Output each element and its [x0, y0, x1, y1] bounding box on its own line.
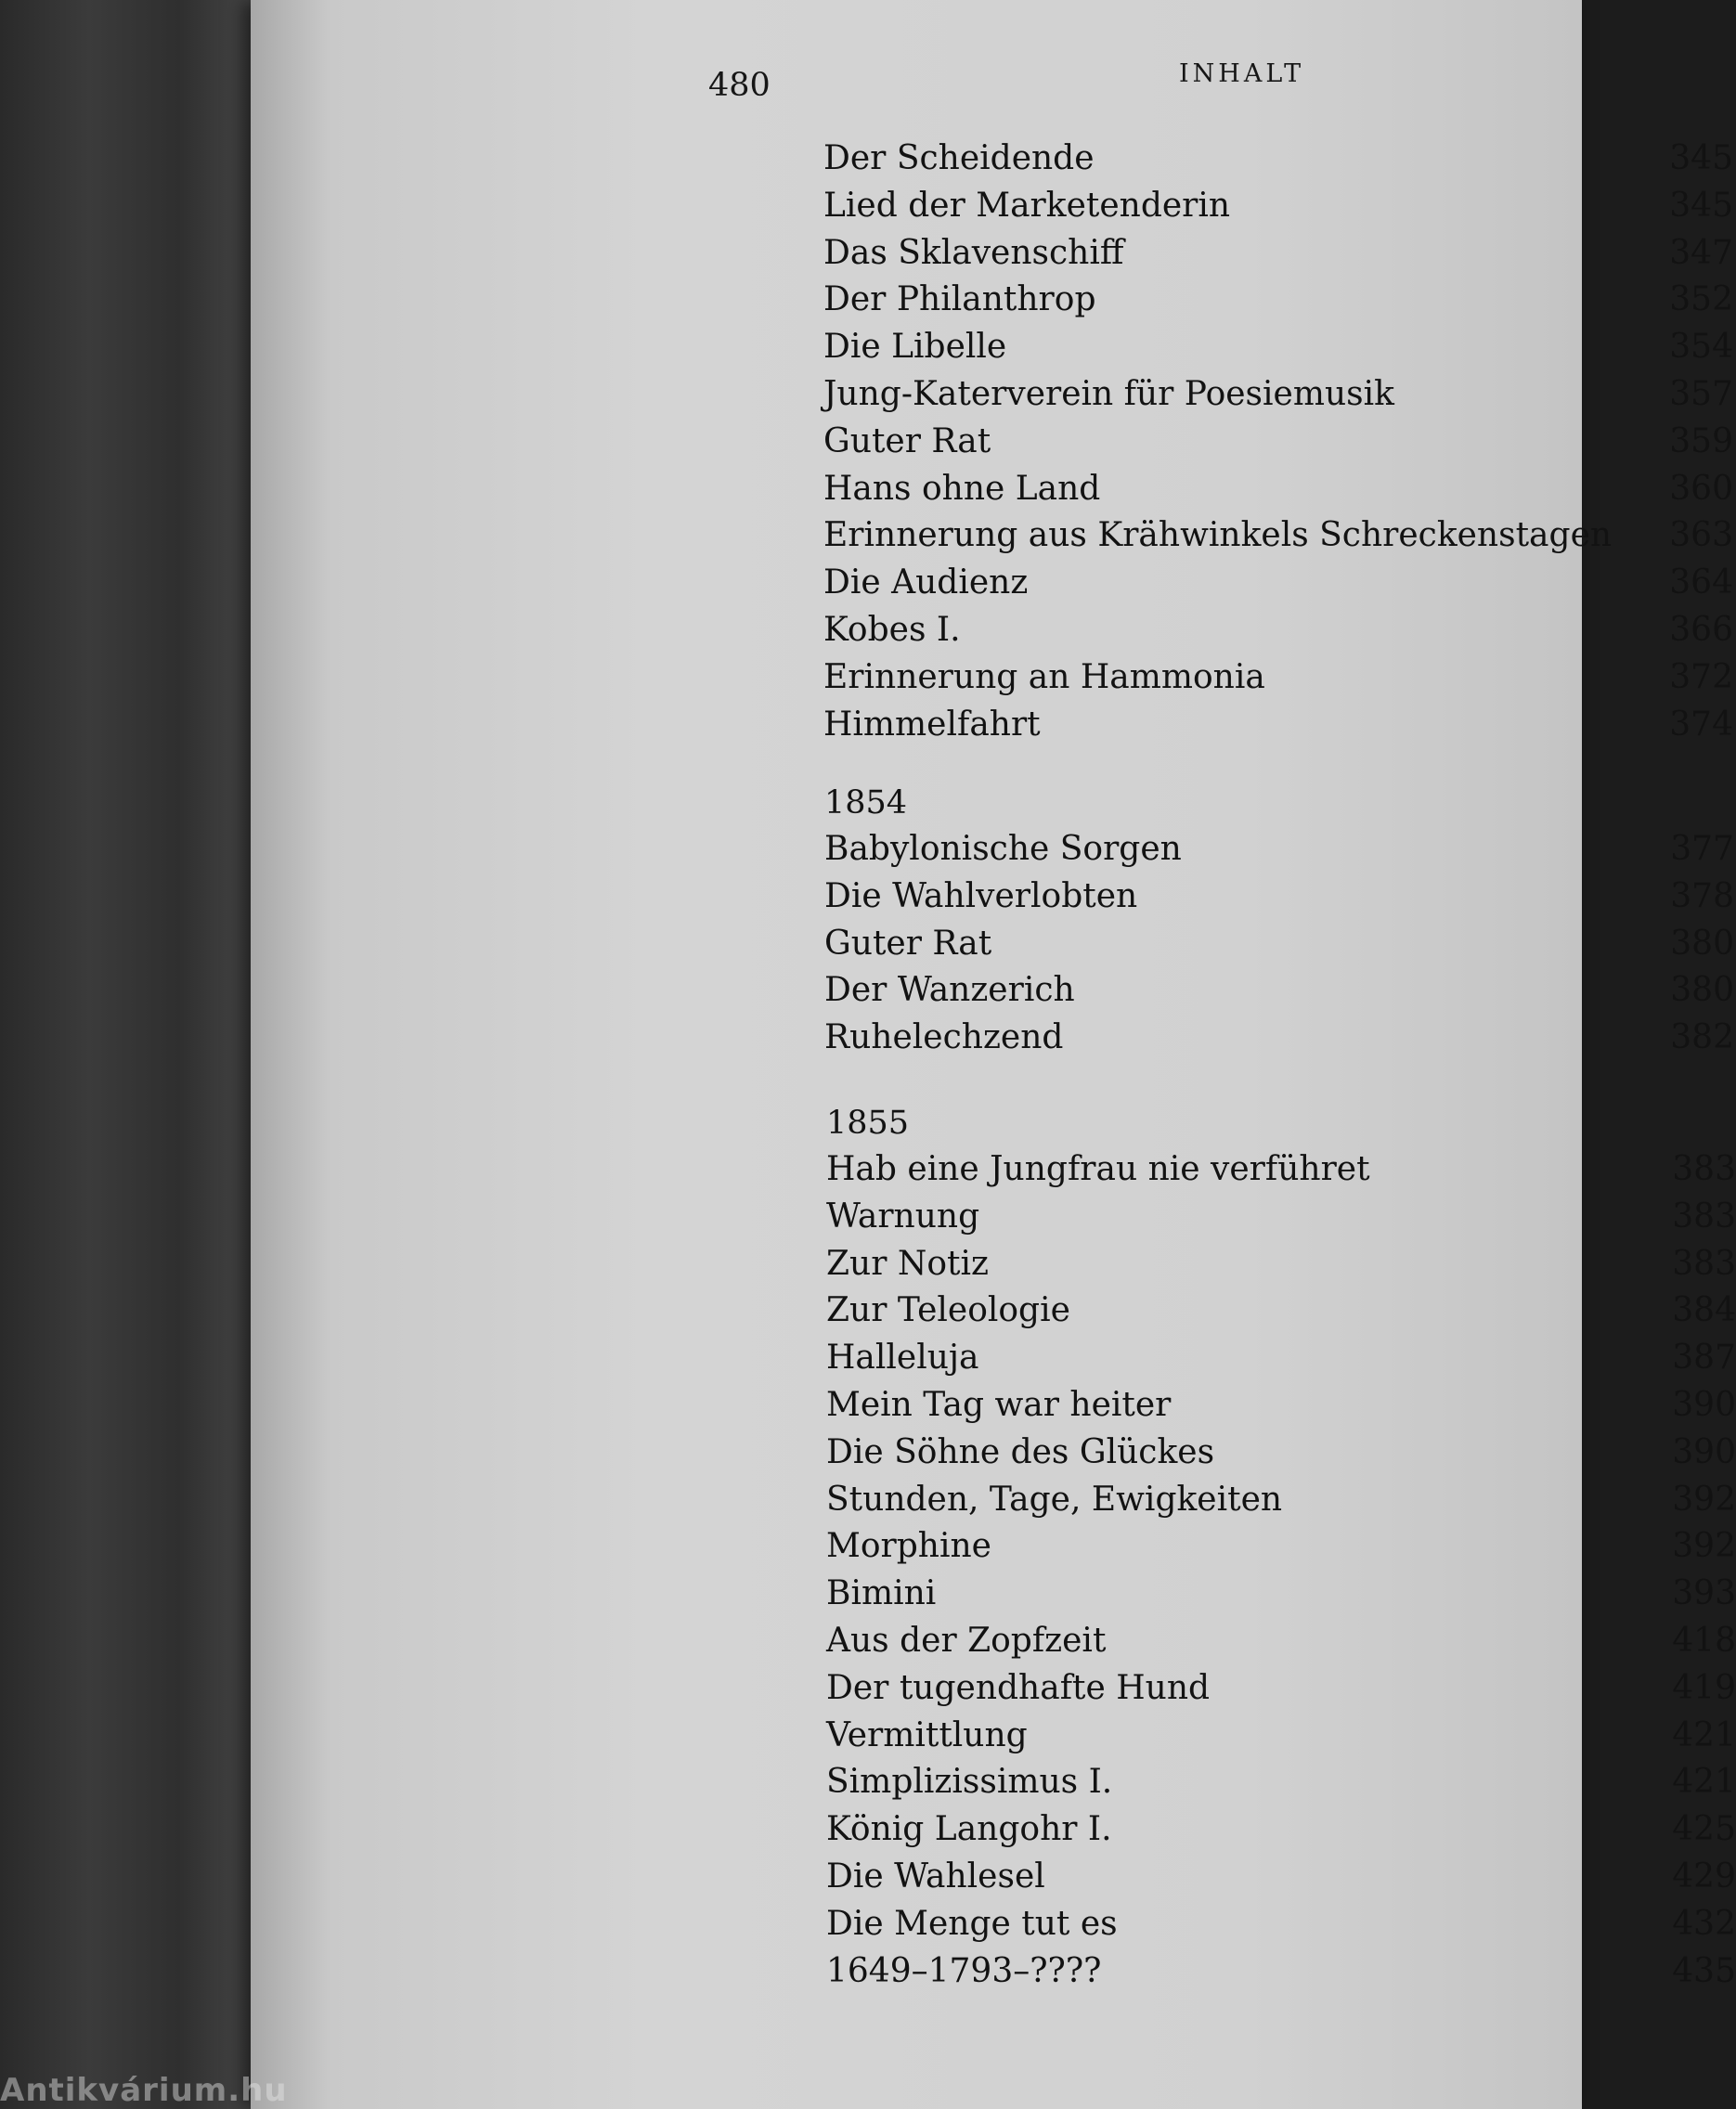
toc-entry-title: Mein Tag war heiter — [826, 1385, 1172, 1424]
toc-entry-page: 392 — [1672, 1527, 1736, 1566]
toc-entry-title: Vermittlung — [826, 1715, 1028, 1754]
toc-entry-title: Die Audienz — [823, 563, 1029, 602]
toc-entry — [826, 1241, 1736, 1288]
toc-entry-title: Hans ohne Land — [823, 469, 1101, 508]
toc-entry — [826, 1806, 1736, 1854]
toc-entry-page: 374 — [1669, 705, 1733, 744]
toc-entry-page: 380 — [1670, 924, 1734, 963]
toc-entry-page: 435 — [1672, 1951, 1736, 1990]
toc-entry — [823, 371, 1733, 419]
toc-entry-page: 366 — [1669, 610, 1733, 649]
toc-entry — [823, 419, 1733, 466]
toc-entry-title: Die Söhne des Glückes — [826, 1432, 1215, 1471]
toc-entry-title: Die Wahlverlobten — [824, 876, 1138, 915]
toc-entry — [823, 607, 1733, 654]
toc-entry-page: 357 — [1669, 374, 1733, 413]
toc-entry — [826, 1571, 1736, 1618]
toc-entry-title: Babylonische Sorgen — [824, 830, 1182, 868]
toc-entry — [826, 1523, 1736, 1571]
toc-entry-page: 383 — [1672, 1150, 1736, 1188]
toc-entry — [826, 1948, 1736, 1996]
book-spine-shadow — [0, 0, 255, 2109]
toc-entry-title: Zur Notiz — [826, 1244, 989, 1283]
toc-entry-title: 1649–1793–???? — [826, 1951, 1102, 1990]
toc-entry-page: 390 — [1672, 1432, 1736, 1471]
toc-entry-page: 360 — [1669, 469, 1733, 508]
toc-entry — [826, 1382, 1736, 1430]
toc-entry-page: 383 — [1672, 1244, 1736, 1283]
toc-entry — [826, 1901, 1736, 1948]
toc-entry — [826, 1854, 1736, 1901]
toc-entry-page: 421 — [1672, 1763, 1736, 1802]
toc-entry-page: 377 — [1670, 830, 1734, 868]
toc-entry-page: 378 — [1670, 876, 1734, 915]
toc-entry-title: Ruhelechzend — [824, 1018, 1064, 1057]
toc-entry — [826, 1477, 1736, 1524]
toc-entry-title: Lied der Marketenderin — [823, 186, 1231, 225]
toc-entry-title: Der tugendhafte Hund — [826, 1668, 1211, 1707]
toc-entry-title: Der Wanzerich — [824, 971, 1075, 1010]
toc-entry-page: 382 — [1670, 1018, 1734, 1057]
toc-entry-title: Halleluja — [826, 1339, 979, 1378]
toc-entry — [823, 324, 1733, 371]
toc-entry — [823, 702, 1733, 749]
toc-entry — [826, 1618, 1736, 1665]
toc-entry-page: 418 — [1672, 1621, 1736, 1660]
toc-entry-page: 383 — [1672, 1197, 1736, 1236]
toc-entry — [824, 1015, 1734, 1062]
year-heading: 1855 — [826, 1105, 910, 1142]
toc-entry-page: 359 — [1669, 421, 1733, 460]
toc-entry — [826, 1430, 1736, 1477]
toc-entry-title: Kobes I. — [823, 610, 961, 649]
book-page — [251, 0, 1736, 2109]
toc-entry-page: 387 — [1672, 1339, 1736, 1378]
watermark: Antikvárium.hu — [0, 2072, 288, 2109]
toc-entry — [824, 826, 1734, 873]
toc-entry-title: Zur Teleologie — [826, 1291, 1070, 1330]
toc-entry-title: Hab eine Jungfrau nie verführet — [826, 1150, 1370, 1188]
toc-entry-title: Die Wahlesel — [826, 1857, 1045, 1896]
toc-entry-title: Erinnerung an Hammonia — [823, 657, 1265, 696]
toc-entry — [823, 277, 1733, 324]
year-heading: 1854 — [824, 784, 908, 822]
toc-entry-page: 347 — [1669, 233, 1733, 272]
toc-entry-page: 364 — [1669, 563, 1733, 602]
toc-entry-title: Stunden, Tage, Ewigkeiten — [826, 1480, 1283, 1519]
toc-entry — [823, 230, 1733, 278]
toc-entry-page: 354 — [1669, 328, 1733, 367]
toc-section-1853 — [823, 136, 1733, 748]
toc-entry-title: Die Libelle — [823, 328, 1007, 367]
toc-section-1854 — [824, 780, 1734, 1062]
toc-entry-title: Der Philanthrop — [823, 280, 1096, 319]
toc-entry-title: Der Scheidende — [823, 139, 1095, 177]
toc-entry-page: 363 — [1669, 516, 1733, 555]
toc-entry-title: Warnung — [826, 1197, 980, 1236]
toc-entry-title: Aus der Zopfzeit — [826, 1621, 1107, 1660]
toc-entry-title: Guter Rat — [823, 421, 991, 460]
toc-entry-title: Himmelfahrt — [823, 705, 1041, 744]
toc-entry-title: Jung-Katerverein für Poesiemusik — [823, 374, 1394, 413]
toc-entry-page: 421 — [1672, 1715, 1736, 1754]
toc-entry-page: 384 — [1672, 1291, 1736, 1330]
toc-entry — [823, 560, 1733, 607]
toc-section-1855 — [826, 1100, 1736, 1995]
toc-entry-title: König Langohr I. — [826, 1810, 1112, 1849]
toc-entry-page: 352 — [1669, 280, 1733, 319]
toc-entry-page: 419 — [1672, 1668, 1736, 1707]
toc-entry-page: 392 — [1672, 1480, 1736, 1519]
toc-entry-title: Die Menge tut es — [826, 1904, 1118, 1943]
toc-entry-page: 390 — [1672, 1385, 1736, 1424]
toc-entry — [823, 466, 1733, 513]
toc-entry — [823, 183, 1733, 230]
toc-entry-title: Morphine — [826, 1527, 991, 1566]
toc-entry-page: 432 — [1672, 1904, 1736, 1943]
toc-entry-page: 429 — [1672, 1857, 1736, 1896]
toc-entry — [823, 512, 1733, 560]
toc-entry-page: 345 — [1669, 139, 1733, 177]
toc-entry-title: Das Sklavenschiff — [823, 233, 1124, 272]
toc-entry — [826, 1335, 1736, 1382]
toc-entry-page: 345 — [1669, 186, 1733, 225]
toc-entry-title: Erinnerung aus Krähwinkels Schreckenstagen — [823, 516, 1613, 555]
toc-entry — [824, 873, 1734, 921]
toc-entry-title: Simplizissimus I. — [826, 1763, 1113, 1802]
page-number: 480 — [708, 67, 771, 104]
toc-entry — [826, 1194, 1736, 1241]
toc-entry-page: 393 — [1672, 1574, 1736, 1613]
toc-entry — [824, 921, 1734, 968]
toc-entry-page: 380 — [1670, 971, 1734, 1010]
toc-entry — [823, 654, 1733, 702]
toc-entry-title: Bimini — [826, 1574, 937, 1613]
toc-entry — [826, 1146, 1736, 1194]
toc-entry — [826, 1759, 1736, 1806]
toc-entry — [826, 1665, 1736, 1713]
toc-entry-page: 425 — [1672, 1810, 1736, 1849]
toc-entry — [826, 1287, 1736, 1335]
running-head: INHALT — [1179, 59, 1305, 88]
toc-entry-title: Guter Rat — [824, 924, 992, 963]
toc-entry — [826, 1713, 1736, 1760]
toc-entry — [823, 136, 1733, 183]
toc-entry-page: 372 — [1669, 657, 1733, 696]
toc-entry — [824, 967, 1734, 1015]
